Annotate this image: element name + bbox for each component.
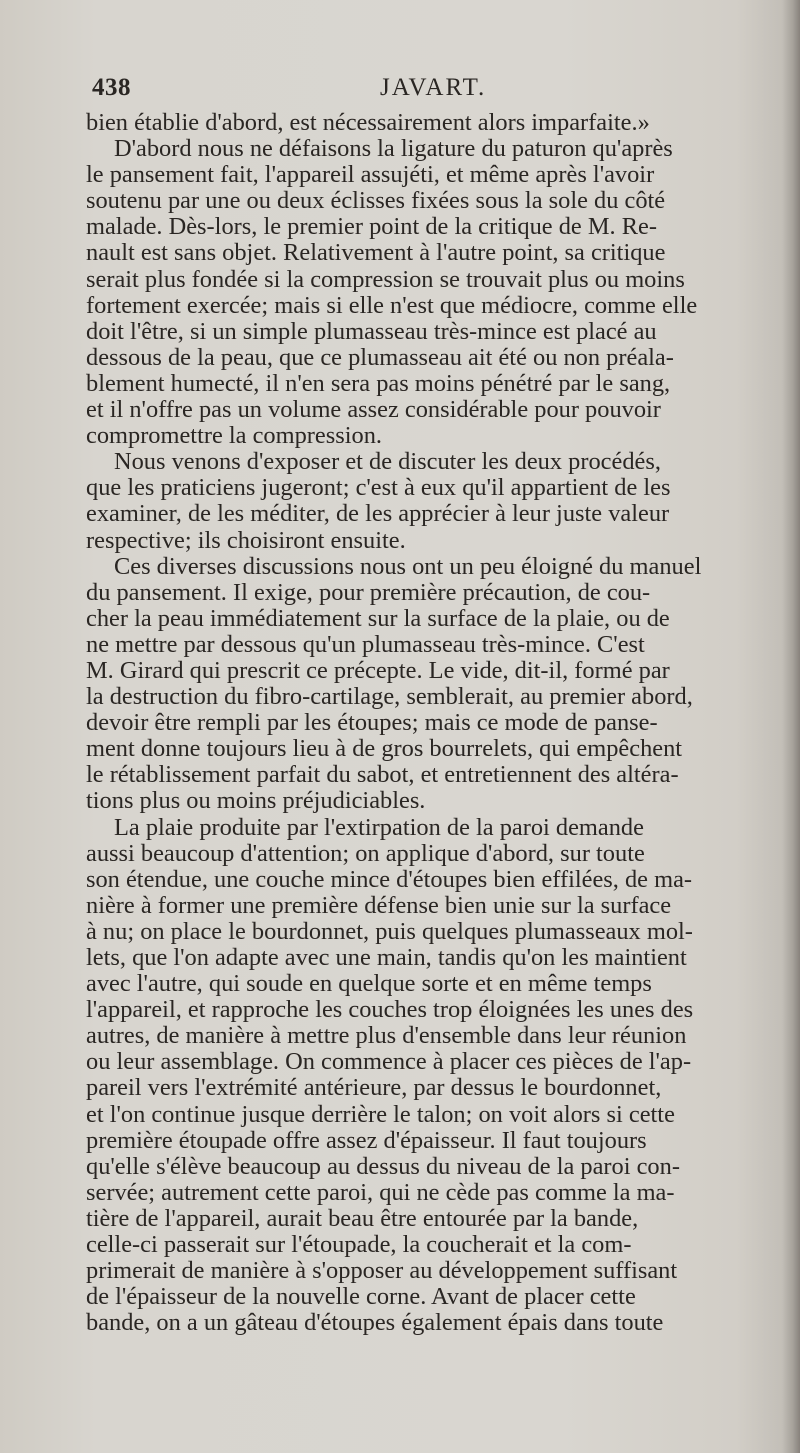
- text-line: ou leur assemblage. On commence à placer ces pièces de l'ap-: [86, 1049, 692, 1076]
- text-line: bien établie d'abord, est nécessairement alors imparfaite.»: [86, 110, 650, 136]
- text-line: tière de l'appareil, aurait beau être entourée par la bande,: [86, 1205, 639, 1232]
- running-head: JAVART.: [380, 74, 487, 101]
- text-line: à nu; on place le bourdonnet, puis quelques plumasseaux mol-: [86, 918, 693, 945]
- text-line: serait plus fondée si la compression se trouvait plus ou moins: [86, 266, 685, 293]
- text-line: celle-ci passerait sur l'étoupade, la coucherait et la com-: [86, 1232, 632, 1259]
- text-line: du pansement. Il exige, pour première précaution, de cou-: [86, 579, 651, 606]
- text-line: aussi beaucoup d'attention; on applique d'abord, sur toute: [86, 840, 645, 867]
- text-line: bande, on a un gâteau d'étoupes également épais dans toute: [86, 1310, 664, 1337]
- text-line: examiner, de les méditer, de les apprécier à leur juste valeur: [86, 501, 670, 528]
- text-line: son étendue, une couche mince d'étoupes bien effilées, de ma-: [86, 866, 693, 893]
- text-line: M. Girard qui prescrit ce précepte. Le vide, dit-il, formé par: [86, 657, 670, 684]
- text-line: respective; ils choisiront ensuite.: [86, 527, 406, 554]
- text-line: primerait de manière à s'opposer au développement suffisant: [86, 1258, 678, 1285]
- text-line: avec l'autre, qui soude en quelque sorte et en même temps: [86, 971, 652, 998]
- text-line: autres, de manière à mettre plus d'ensemble dans leur réunion: [86, 1023, 687, 1050]
- body-text: [86, 110, 758, 1336]
- text-line: Nous venons d'exposer et de discuter les deux procédés,: [114, 449, 661, 476]
- text-line: blement humecté, il n'en sera pas moins pénétré par le sang,: [86, 370, 671, 397]
- page-number: 438: [92, 74, 131, 101]
- text-line: soutenu par une ou deux éclisses fixées sous la sole du côté: [86, 188, 666, 215]
- text-line: malade. Dès-lors, le premier point de la critique de M. Re-: [86, 214, 657, 241]
- text-line: pareil vers l'extrémité antérieure, par dessus le bourdonnet,: [86, 1075, 662, 1102]
- text-line: l'appareil, et rapproche les couches trop éloignées les unes des: [86, 997, 694, 1024]
- text-line: qu'elle s'élève beaucoup au dessus du niveau de la paroi con-: [86, 1153, 680, 1180]
- text-line: nière à former une première défense bien unie sur la surface: [86, 892, 672, 919]
- text-line: nault est sans objet. Relativement à l'autre point, sa critique: [86, 240, 666, 267]
- text-line: le pansement fait, l'appareil assujéti, et même après l'avoir: [86, 162, 655, 189]
- text-line: de l'épaisseur de la nouvelle corne. Avant de placer cette: [86, 1284, 636, 1311]
- text-line: la destruction du fibro-cartilage, semblerait, au premier abord,: [86, 684, 693, 711]
- text-line: tions plus ou moins préjudiciables.: [86, 788, 426, 815]
- page-gutter-shadow: [782, 0, 800, 1453]
- text-line: D'abord nous ne défaisons la ligature du paturon qu'après: [114, 136, 673, 163]
- text-line: le rétablissement parfait du sabot, et entretiennent des altéra-: [86, 762, 679, 789]
- text-line: dessous de la peau, que ce plumasseau ait été ou non préala-: [86, 344, 674, 371]
- text-line: compromettre la compression.: [86, 423, 382, 450]
- text-line: devoir être rempli par les étoupes; mais ce mode de panse-: [86, 710, 658, 737]
- text-line: première étoupade offre assez d'épaisseur. Il faut toujours: [86, 1127, 647, 1154]
- text-line: Ces diverses discussions nous ont un peu éloigné du manuel: [114, 553, 702, 580]
- text-line: que les praticiens jugeront; c'est à eux qu'il appartient de les: [86, 475, 671, 502]
- text-line: La plaie produite par l'extirpation de la paroi demande: [114, 814, 644, 841]
- text-line: et l'on continue jusque derrière le talon; on voit alors si cette: [86, 1101, 675, 1128]
- text-line: ment donne toujours lieu à de gros bourrelets, qui empêchent: [86, 736, 683, 763]
- text-line: lets, que l'on adapte avec une main, tandis qu'on les maintient: [86, 945, 687, 971]
- text-line: ne mettre par dessous qu'un plumasseau très-mince. C'est: [86, 631, 645, 658]
- text-line: servée; autrement cette paroi, qui ne cède pas comme la ma-: [86, 1179, 675, 1206]
- page-header: [84, 74, 764, 106]
- text-line: fortement exercée; mais si elle n'est que médiocre, comme elle: [86, 292, 698, 319]
- text-line: et il n'offre pas un volume assez considérable pour pouvoir: [86, 397, 661, 424]
- text-line: cher la peau immédiatement sur la surface de la plaie, ou de: [86, 605, 670, 632]
- text-line: doit l'être, si un simple plumasseau très-mince est placé au: [86, 318, 657, 345]
